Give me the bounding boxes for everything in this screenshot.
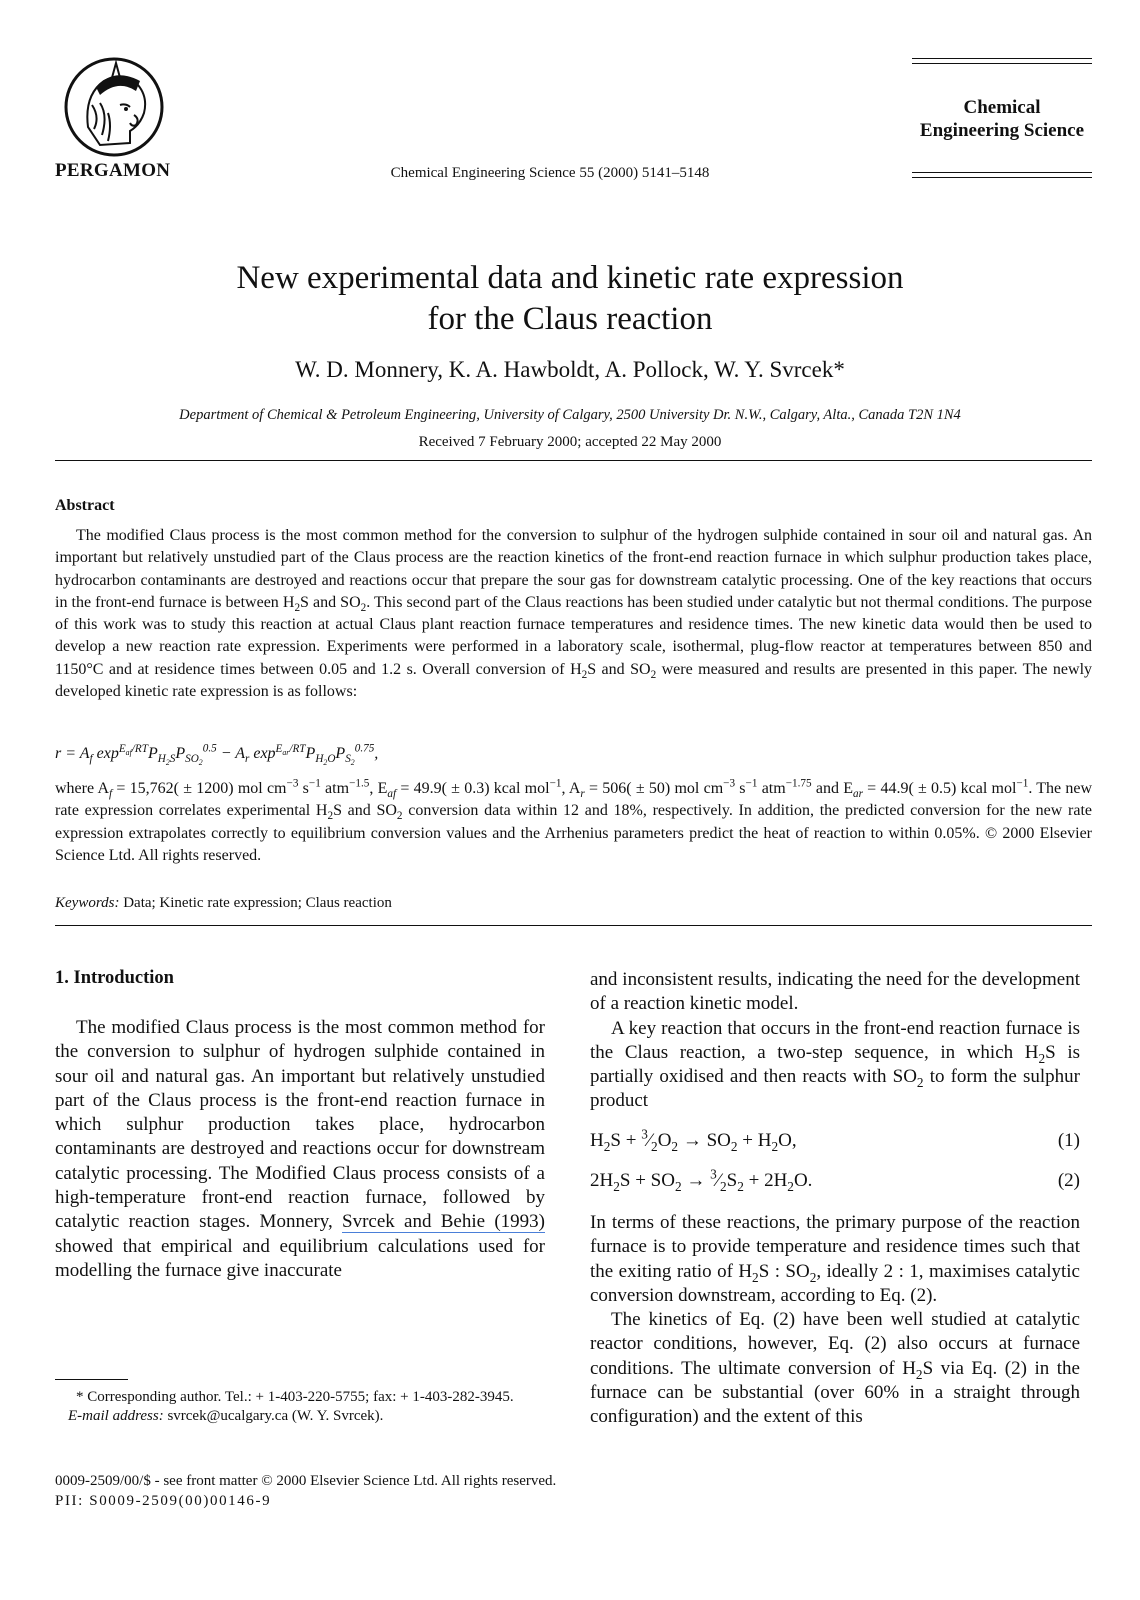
right-paragraph-4: The kinetics of Eq. (2) have been well studied at catalytic reactor conditions, however, Eq. (2) also occurs at furnace conditions. The ultimate conversion of $H_2S$ via Eq. (2) in the furnace can be substantial (over 60% in a straight through configuration) and the extent of this — [590, 1309, 1080, 1428]
keywords — [55, 895, 392, 912]
footnote — [55, 1388, 545, 1426]
pergamon-minerva-head-icon — [60, 55, 168, 160]
received-dates: Received 7 February 2000; accepted 22 May 2000 — [418, 434, 722, 450]
authors: W. D. Monnery, K. A. Hawboldt, A. Pollock, W. Y. Svrcek* — [295, 357, 845, 382]
right-paragraph-2: A key reaction that occurs in the front-end reaction furnace is the Claus reaction, a two-step sequence, in which $H_2S$ is partially oxidised and then reacts with $SO_2$ to form the sulphur product — [590, 1017, 1080, 1112]
intro-left-column: The modified Claus process is the most common method for the conversion to sulphur of hydrogen sulphide contained in sour oil and natural gas. An important but relatively unstudied part of the Claus process is the front-end reaction furnace in which sulphur production takes place, hydrocarbon contaminants are destroyed and reactions occur for downstream catalytic processing. The Modified Claus process consists of a high-temperature front-end reaction furnace, followed by catalytic reaction stages. Monnery, Svrcek and Behie (1993) showed that empirical and equilibrium calculations used for modelling the furnace give inaccurate — [55, 1017, 545, 1281]
equation-1: $H_2S$ + $^3⁄_2O_2 \to SO_2 + H_2O$, (1) — [590, 1126, 1080, 1154]
abstract-paragraph-1: The modified Claus process is the most common method for the conversion to sulphur of the hydrogen sulphide contained in sour oil and natural gas. An important but relatively unstudied part of the Claus process are the reaction kinetics of the front-end reaction furnace in which sulphur production takes place, hydrocarbon contaminants are destroyed and reactions occur that prepare the sour gas for downstream catalytic processing. One of the key reactions that occurs in the front-end furnace is between $H_2S$ and $SO_2$. This second part of the Claus reactions has been studied under catalytic but not thermal conditions. The purpose of this work was to study this reaction at actual Claus plant reaction furnace temperatures and residence times. The new kinetic data would then be used to develop a new reaction rate expression. Experiments were performed in a laboratory scale, isothermal, plug-flow reactor at temperatures between 850 and 1150°C and at residence times between 0.05 and 1.2 s. Overall conversion of $H_2S$ and $SO_2$ were measured and results are presented in this paper. The newly developed kinetic rate expression is as follows: — [55, 527, 1093, 701]
rate-expression: $r = A_f$ $\exp^{E_{af}/RT}P_{H_2S}P_{SO_2}^{0.5} - A_r$ $\exp^{E_{ar}/RT}P_{H_2O}P_{S_2}^{0.75}$, — [55, 742, 379, 768]
keywords-text: Data; Kinetic rate expression; Claus reaction — [119, 895, 392, 911]
equation-2: $2H_2S + SO_2$ → $^3⁄_2S_2 + 2H_2O$. (2) — [590, 1166, 1080, 1194]
right-paragraph-3: In terms of these reactions, the primary purpose of the reaction furnace is to provide temperature and residence times such that the exiting ratio of $H_2S$ : $SO_2$, ideally 2 : 1, maximises catalytic conversion downstream, according to Eq. (2). — [590, 1212, 1080, 1306]
abstract-paragraph-2: where $A_f = 15,762( \pm 1200)$ mol $cm^{-3}$ $s^{-1}$ atm$^{-1.5}$, $E_{af} = 49.9( \pm 0.3)$ kcal mol$^{-1}$, $A_r = 506( \pm 50)$ mol $cm^{-3}$ $s^{-1}$ atm$^{-1.75}$ and $E_{ar} = 44.9( \pm 0.5)$ kcal mol$^{-1}$. The new rate expression correlates experimental $H_2S$ and $SO_2$ conversion data within 12 and 18%, respectively. In addition, the predicted conversion for the new rate expression extrapolates correctly to equilibrium conversion values and the Arrhenius parameters predict the heat of reaction to within 0.05%. © 2000 Elsevier Science Ltd. All rights reserved. — [55, 777, 1093, 864]
citation-link-svrcek-behie[interactable]: Svrcek and Behie (1993) — [342, 1211, 545, 1233]
intro-right-column-top — [590, 968, 1080, 1114]
rule-after-keywords — [55, 925, 1092, 926]
front-matter — [55, 1472, 556, 1511]
section-heading-introduction: 1. Introduction — [55, 968, 174, 988]
footnote-corresponding: * Corresponding author. Tel.: + 1-403-220-5755; fax: + 1-403-282-3945. — [76, 1389, 514, 1405]
publisher-name: PERGAMON — [55, 160, 171, 181]
right-paragraph-1: and inconsistent results, indicating the need for the development of a reaction kinetic model. — [590, 969, 1080, 1015]
keywords-label: Keywords: — [55, 895, 120, 911]
intro-right-column-bottom — [590, 1211, 1080, 1430]
abstract-heading: Abstract — [55, 497, 115, 514]
journal-reference: Chemical Engineering Science 55 (2000) 5141–5148 — [390, 165, 710, 181]
footnote-email: E-mail address: svrcek@ucalgary.ca (W. Y. Svrcek). — [68, 1408, 384, 1424]
equation-1-number: (1) — [1057, 1130, 1080, 1151]
journal-brand-line1: Chemical — [963, 97, 1041, 118]
affiliation: Department of Chemical & Petroleum Engineering, University of Calgary, 2500 University Dr. N.W., Calgary, Alta., Canada T2N 1N4 — [179, 407, 961, 423]
pii-line: PII: S0009-2509(00)00146-9 — [55, 1492, 272, 1509]
article-title — [60, 258, 1080, 340]
journal-brand-line2: Engineering Science — [919, 120, 1085, 141]
title-line-1: New experimental data and kinetic rate expression — [236, 260, 904, 296]
equation-2-number: (2) — [1057, 1170, 1080, 1191]
footnote-rule — [55, 1379, 128, 1380]
issn-line: 0009-2509/00/$ - see front matter © 2000 Elsevier Science Ltd. All rights reserved. — [55, 1473, 557, 1489]
journal-brand — [912, 58, 1092, 180]
rule-top — [55, 460, 1092, 461]
title-line-2: for the Claus reaction — [427, 301, 713, 337]
